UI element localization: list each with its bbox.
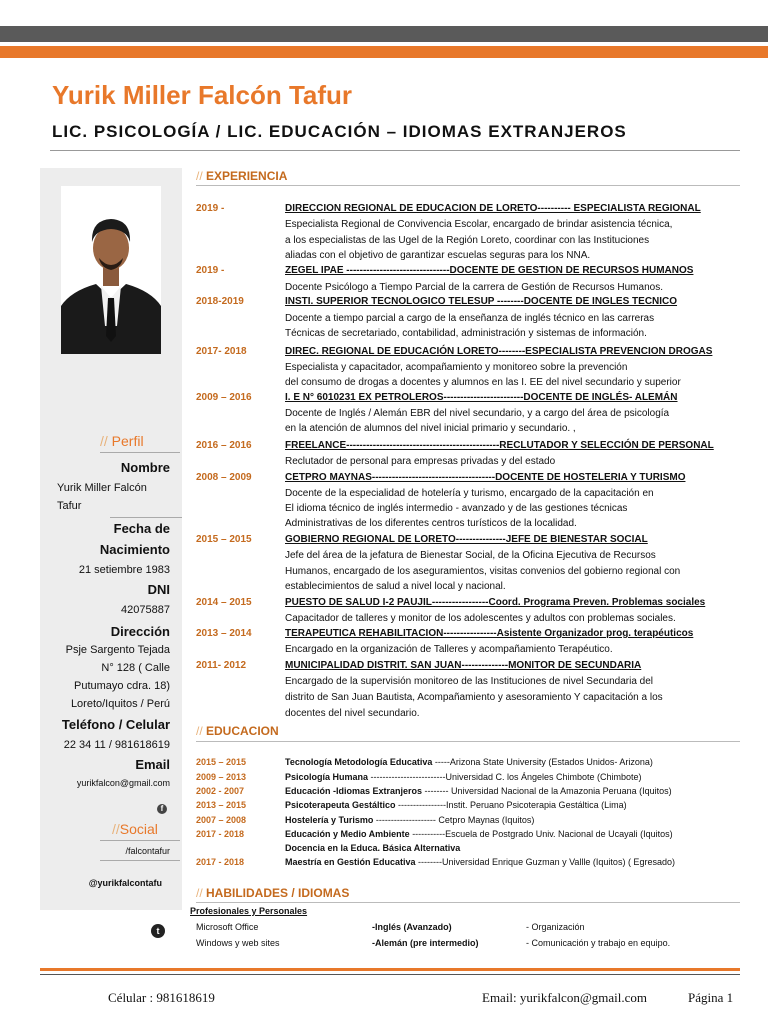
- edu-entry: Educación -Idiomas Extranjeros -------- Universidad Nacional de la Amazonia Peruana (Iquitos): [285, 786, 672, 796]
- telefono-value: 22 34 11 / 981618619: [63, 739, 170, 751]
- edu-entry: Educación y Medio Ambiente -----------Escuela de Postgrado Univ. Nacional de Ucayali (Iquitos): [285, 829, 673, 839]
- educacion-rule: [196, 741, 740, 742]
- footer-orange-line: [40, 968, 740, 971]
- social-heading: //Social: [112, 821, 158, 837]
- header-orange-bar: [0, 46, 768, 58]
- dni-value: 42075887: [121, 604, 170, 616]
- experiencia-rule: [196, 185, 740, 186]
- edu-year: 2017 - 2018: [196, 857, 245, 867]
- nombre-value-2: Tafur: [57, 500, 82, 512]
- exp-desc: Reclutador de personal para empresas privadas y del estado: [285, 456, 556, 467]
- exp-desc: aliadas con el objetivo de garantizar escuelas seguras para los NNA.: [285, 250, 591, 261]
- perfil-rule: [100, 452, 180, 453]
- exp-heading: FREELANCE----------------------------------------------RECLUTADOR Y SELECCIÓN DE PERSONAL: [285, 440, 714, 451]
- exp-desc: a los especialistas de las Ugel de la Región Loreto, coordinar con las Instituciones: [285, 235, 650, 246]
- exp-year: 2015 – 2015: [196, 534, 252, 545]
- skill-item: Windows y web sites: [196, 938, 280, 948]
- exp-heading: I. E N° 6010231 EX PETROLEROS------------------------DOCENTE DE INGLÉS- ALEMÁN: [285, 392, 678, 403]
- exp-desc: docentes del nivel secundario.: [285, 708, 420, 719]
- exp-desc: Especialista y capacitador, acompañamiento y monitoreo sobre la prevención: [285, 362, 628, 373]
- exp-year: 2008 – 2009: [196, 472, 252, 483]
- exp-year: 2016 – 2016: [196, 440, 252, 451]
- exp-heading: GOBIERNO REGIONAL DE LORETO---------------JEFE DE BIENESTAR SOCIAL: [285, 534, 648, 545]
- exp-desc: en la atención de alumnos del nivel inicial primario y secundario. ,: [285, 423, 576, 434]
- exp-year: 2019 -: [196, 265, 225, 276]
- edu-year: 2009 – 2013: [196, 772, 247, 782]
- exp-desc: Encargado en la organización de Talleres y acompañamiento Terapéutico.: [285, 644, 613, 655]
- skill-item: - Organización: [526, 922, 585, 932]
- exp-year: 2017- 2018: [196, 346, 247, 357]
- fecha-value: 21 setiembre 1983: [78, 564, 170, 576]
- exp-year: 2011- 2012: [196, 660, 247, 671]
- habilidades-rule: [196, 902, 740, 903]
- edu-entry: Psicología Humana -------------------------Universidad C. los Ángeles Chimbote (Chimbote): [285, 772, 642, 782]
- exp-heading: MUNICIPALIDAD DISTRIT. SAN JUAN--------------MONITOR DE SECUNDARIA: [285, 660, 642, 671]
- edu-year: 2002 - 2007: [196, 786, 245, 796]
- edu-year: 2015 – 2015: [196, 757, 247, 767]
- profile-photo: [61, 186, 161, 354]
- exp-desc: Docente Psicólogo a Tiempo Parcial de la carrera de Gestión de Recursos Humanos.: [285, 282, 663, 293]
- fecha-label-1: Fecha de: [113, 521, 170, 536]
- telefono-label: Teléfono / Celular: [61, 717, 170, 732]
- exp-heading: INSTI. SUPERIOR TECNOLOGICO TELESUP --------DOCENTE DE INGLES TECNICO: [285, 296, 678, 307]
- exp-desc: Encargado de la supervisión monitoreo de las Instituciones de nivel Secundaria del: [285, 676, 654, 687]
- email-value[interactable]: yurikfalcon@gmail.com: [76, 778, 170, 788]
- habilidades-heading: // HABILIDADES / IDIOMAS: [196, 886, 350, 900]
- exp-desc: Docente de la especialidad de hotelería y turismo, encargado de la capacitación en: [285, 488, 654, 499]
- footer-email: Email: yurikfalcon@gmail.com: [482, 990, 648, 1005]
- twitter-handle[interactable]: @yurikfalcontafu: [88, 878, 162, 888]
- exp-desc: Capacitador de talleres y monitor de los adolescentes y adultos con problemas sociales.: [285, 613, 676, 624]
- exp-heading: CETPRO MAYNAS-------------------------------------DOCENTE DE HOSTELERIA Y TURISMO: [285, 472, 686, 483]
- skill-item: - Comunicación y trabajo en equipo.: [526, 938, 671, 948]
- language-item: -Alemán (pre intermedio): [372, 938, 479, 948]
- exp-desc: distrito de San Juan Bautista, Acompañamiento y asesoramiento Y capacitación a los: [285, 692, 663, 703]
- exp-desc: El idioma técnico de inglés intermedio - avanzado y de las gestiones técnicas: [285, 503, 628, 514]
- header-dark-bar: [0, 26, 768, 42]
- header-divider: [50, 150, 740, 151]
- edu-entry: Hostelería y Turismo -------------------- Cetpro Maynas (Iquitos): [285, 815, 535, 825]
- edu-entry: Maestría en Gestión Educativa --------Universidad Enrique Guzman y Vallle (Iquitos) ( Egresado): [285, 857, 675, 867]
- facebook-handle[interactable]: /falcontafur: [125, 846, 170, 856]
- exp-desc: Docente a tiempo parcial a cargo de la enseñanza de inglés técnico en las carreras: [285, 313, 655, 324]
- exp-heading: ZEGEL IPAE -------------------------------DOCENTE DE GESTION DE RECURSOS HUMANOS: [285, 265, 694, 276]
- nombre-rule: [110, 517, 182, 518]
- habilidades-subtitle: Profesionales y Personales: [190, 906, 308, 916]
- facebook-icon: f: [157, 804, 167, 814]
- educacion-heading: // EDUCACION: [196, 724, 279, 738]
- dni-label: DNI: [147, 582, 170, 597]
- direccion-line-2: N° 128 ( Calle: [101, 662, 170, 674]
- nombre-label: Nombre: [120, 460, 170, 475]
- candidate-name: Yurik Miller Falcón Tafur: [52, 80, 353, 110]
- exp-desc: Técnicas de secretariado, contabilidad, administración y sistemas de información.: [285, 328, 647, 339]
- twitter-icon: t: [151, 924, 165, 938]
- footer-dark-line: [40, 974, 740, 975]
- exp-heading: DIRECCION REGIONAL DE EDUCACION DE LORETO---------- ESPECIALISTA REGIONAL: [285, 203, 701, 214]
- exp-heading: PUESTO DE SALUD I-2 PAUJIL-----------------Coord. Programa Preven. Problemas sociales: [285, 597, 706, 608]
- edu-year: 2007 – 2008: [196, 815, 247, 825]
- edu-year: 2013 – 2015: [196, 800, 247, 810]
- exp-year: 2013 – 2014: [196, 628, 252, 639]
- skill-item: Microsoft Office: [196, 922, 259, 932]
- exp-heading: TERAPEUTICA REHABILITACION----------------Asistente Organizador prog. terapéuticos: [285, 628, 694, 639]
- exp-year: 2009 – 2016: [196, 392, 252, 403]
- direccion-line-1: Psje Sargento Tejada: [65, 644, 170, 656]
- social-rule: [100, 840, 180, 841]
- exp-desc: Administrativas de los diferentes centros turísticos de la localidad.: [285, 518, 577, 529]
- exp-year: 2018-2019: [196, 296, 244, 307]
- social-rule-2: [100, 860, 180, 861]
- email-label: Email: [135, 757, 170, 772]
- direccion-line-3: Putumayo cdra. 18): [74, 680, 170, 692]
- edu-entry: Psicoterapeuta Gestáltico ----------------Instit. Peruano Psicoterapia Gestáltica (Lima): [285, 800, 627, 810]
- exp-desc: Docente de Inglés / Alemán EBR del nivel secundario, y a cargo del área de psicología: [285, 408, 670, 419]
- edu-year: 2017 - 2018: [196, 829, 245, 839]
- direccion-line-4: Loreto/Iquitos / Perú: [70, 698, 170, 710]
- footer-celular: Célular : 981618619: [108, 990, 215, 1005]
- exp-year: 2014 – 2015: [196, 597, 252, 608]
- language-item: -Inglés (Avanzado): [372, 922, 452, 932]
- edu-entry: Docencia en la Educa. Básica Alternativa: [285, 843, 461, 853]
- exp-desc: Jefe del área de la jefatura de Bienestar Social, de la Oficina Ejecutiva de Recursos: [285, 550, 656, 561]
- edu-entry: Tecnología Metodología Educativa -----Arizona State University (Estados Unidos- Arizona): [285, 757, 653, 767]
- exp-desc: establecimientos de salud a nivel local y nacional.: [285, 581, 506, 592]
- exp-desc: Humanos, encargado de los aseguramientos, visitas convenios del gobierno regional con: [285, 566, 681, 577]
- fecha-label-2: Nacimiento: [99, 542, 170, 557]
- direccion-label: Dirección: [110, 624, 170, 639]
- experiencia-heading: // EXPERIENCIA: [196, 169, 288, 183]
- candidate-titles: LIC. PSICOLOGÍA / LIC. EDUCACIÓN – IDIOMAS EXTRANJEROS: [52, 122, 627, 141]
- nombre-value-1: Yurik Miller Falcón: [57, 482, 147, 494]
- exp-desc: Especialista Regional de Convivencia Escolar, encargado de brindar asistencia técnica,: [285, 219, 673, 230]
- perfil-heading: // Perfil: [100, 433, 144, 449]
- exp-heading: DIREC. REGIONAL DE EDUCACIÓN LORETO--------ESPECIALISTA PREVENCION DROGAS: [285, 346, 713, 357]
- exp-desc: del consumo de drogas a docentes y alumnos en las I. EE del nivel secundario y superior: [285, 377, 681, 388]
- footer-page-number: Página 1: [688, 990, 734, 1005]
- exp-year: 2019 -: [196, 203, 225, 214]
